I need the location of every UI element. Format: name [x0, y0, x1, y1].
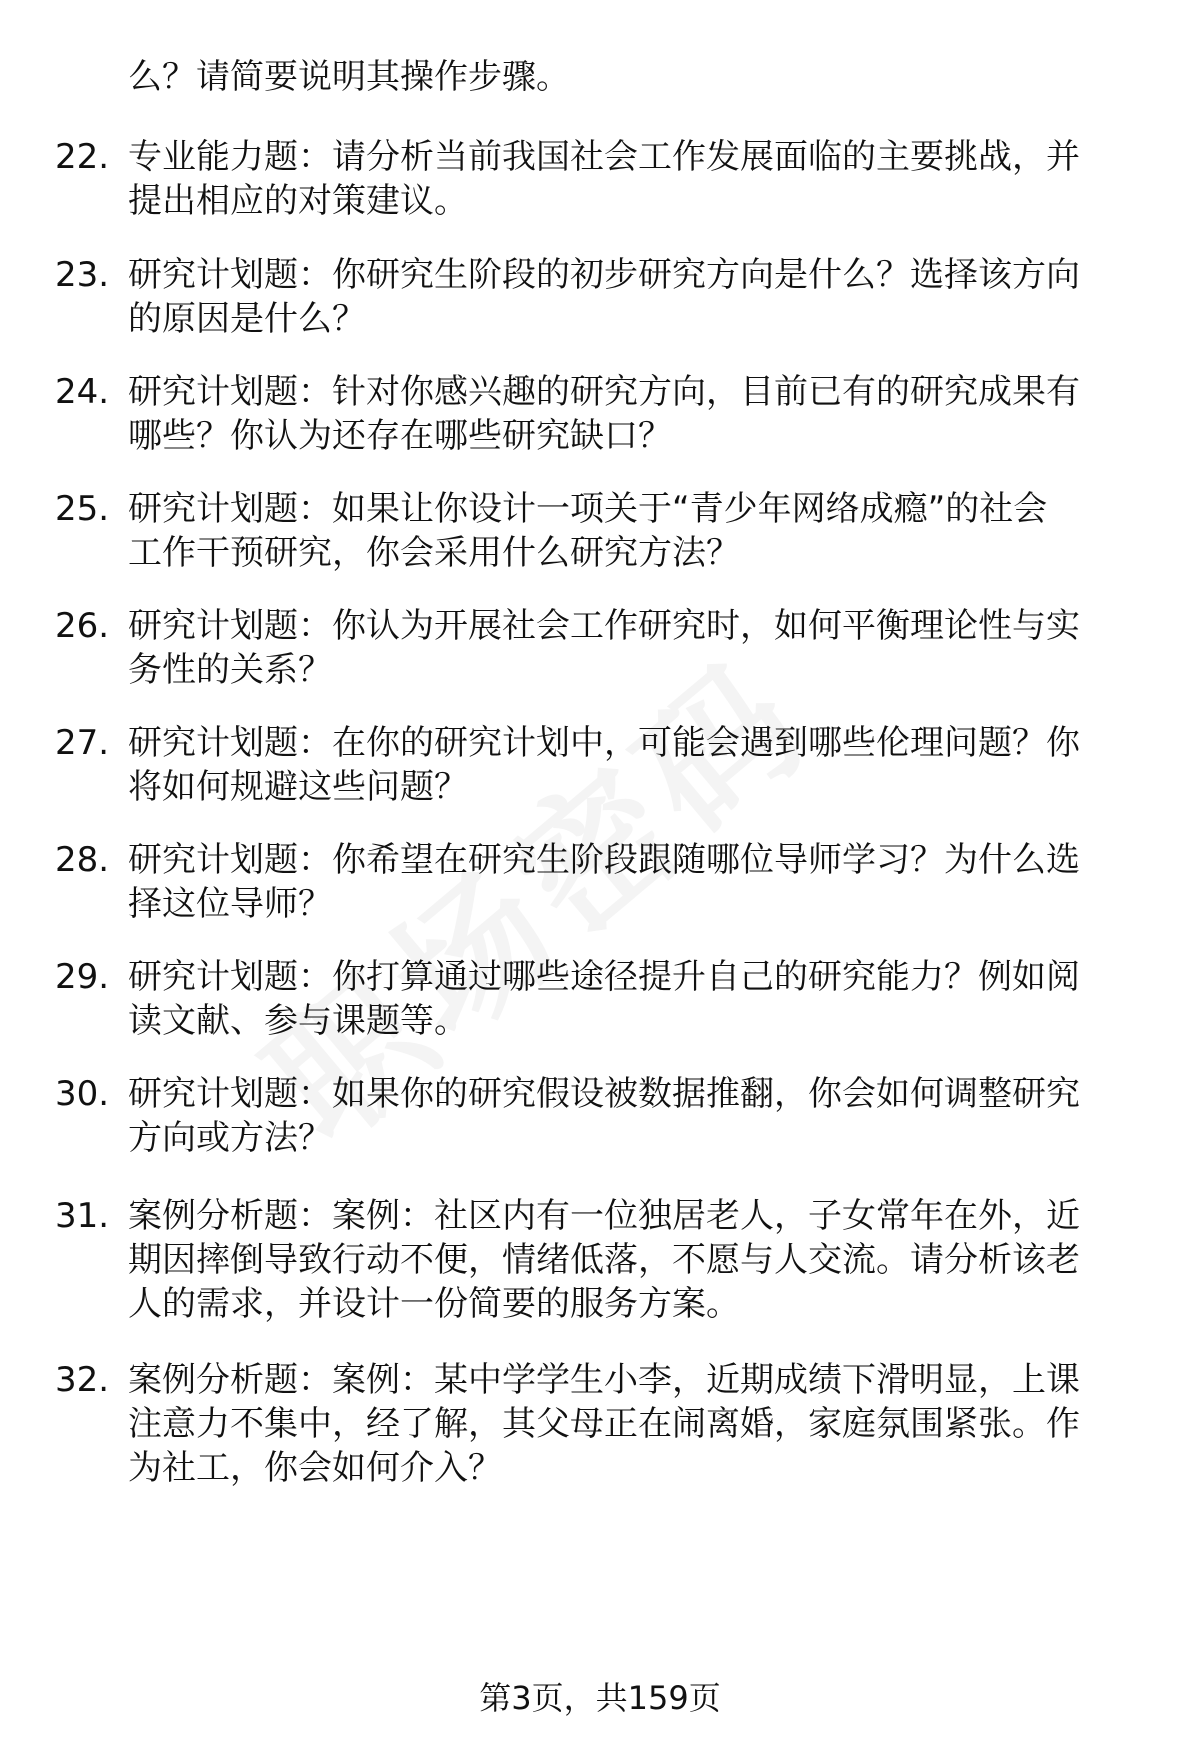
- question-text: 研究计划题：你认为开展社会工作研究时，如何平衡理论性与实: [128, 606, 1080, 646]
- question-number: 30.: [55, 1074, 110, 1114]
- continuation-text: 么？请简要说明其操作步骤。: [128, 57, 570, 97]
- question-number: 27.: [55, 723, 110, 763]
- question-text: 方向或方法？: [128, 1118, 332, 1158]
- question-text: 研究计划题：针对你感兴趣的研究方向，目前已有的研究成果有: [128, 372, 1080, 412]
- question-text: 人的需求，并设计一份简要的服务方案。: [128, 1284, 740, 1324]
- question-text: 工作干预研究，你会采用什么研究方法？: [128, 533, 740, 573]
- question-text: 注意力不集中，经了解，其父母正在闹离婚，家庭氛围紧张。作: [128, 1404, 1080, 1444]
- question-number: 32.: [55, 1360, 110, 1400]
- question-text: 案例分析题：案例：某中学学生小李，近期成绩下滑明显，上课: [128, 1360, 1080, 1400]
- question-text: 务性的关系？: [128, 650, 332, 690]
- question-text: 研究计划题：你希望在研究生阶段跟随哪位导师学习？为什么选: [128, 840, 1080, 880]
- question-text: 择这位导师？: [128, 884, 332, 924]
- question-text: 研究计划题：如果让你设计一项关于“青少年网络成瘾”的社会: [128, 489, 1048, 529]
- question-text: 专业能力题：请分析当前我国社会工作发展面临的主要挑战，并: [128, 137, 1080, 177]
- question-text: 研究计划题：你研究生阶段的初步研究方向是什么？选择该方向: [128, 255, 1080, 295]
- question-number: 28.: [55, 840, 110, 880]
- question-number: 25.: [55, 489, 110, 529]
- question-text: 为社工，你会如何介入？: [128, 1448, 502, 1488]
- question-text: 的原因是什么？: [128, 299, 366, 339]
- question-text: 提出相应的对策建议。: [128, 181, 468, 221]
- question-text: 研究计划题：如果你的研究假设被数据推翻，你会如何调整研究: [128, 1074, 1080, 1114]
- question-text: 读文献、参与课题等。: [128, 1001, 468, 1041]
- question-number: 31.: [55, 1196, 110, 1236]
- question-number: 23.: [55, 255, 110, 295]
- question-text: 研究计划题：你打算通过哪些途径提升自己的研究能力？例如阅: [128, 957, 1080, 997]
- question-text: 期因摔倒导致行动不便，情绪低落，不愿与人交流。请分析该老: [128, 1240, 1080, 1280]
- question-text: 哪些？你认为还存在哪些研究缺口？: [128, 416, 672, 456]
- question-text: 案例分析题：案例：社区内有一位独居老人，子女常年在外，近: [128, 1196, 1080, 1236]
- question-text: 研究计划题：在你的研究计划中，可能会遇到哪些伦理问题？你: [128, 723, 1080, 763]
- page-footer: 第3页，共159页: [479, 1679, 721, 1717]
- question-number: 26.: [55, 606, 110, 646]
- question-text: 将如何规避这些问题？: [128, 767, 468, 807]
- question-number: 29.: [55, 957, 110, 997]
- question-number: 24.: [55, 372, 110, 412]
- question-number: 22.: [55, 137, 110, 177]
